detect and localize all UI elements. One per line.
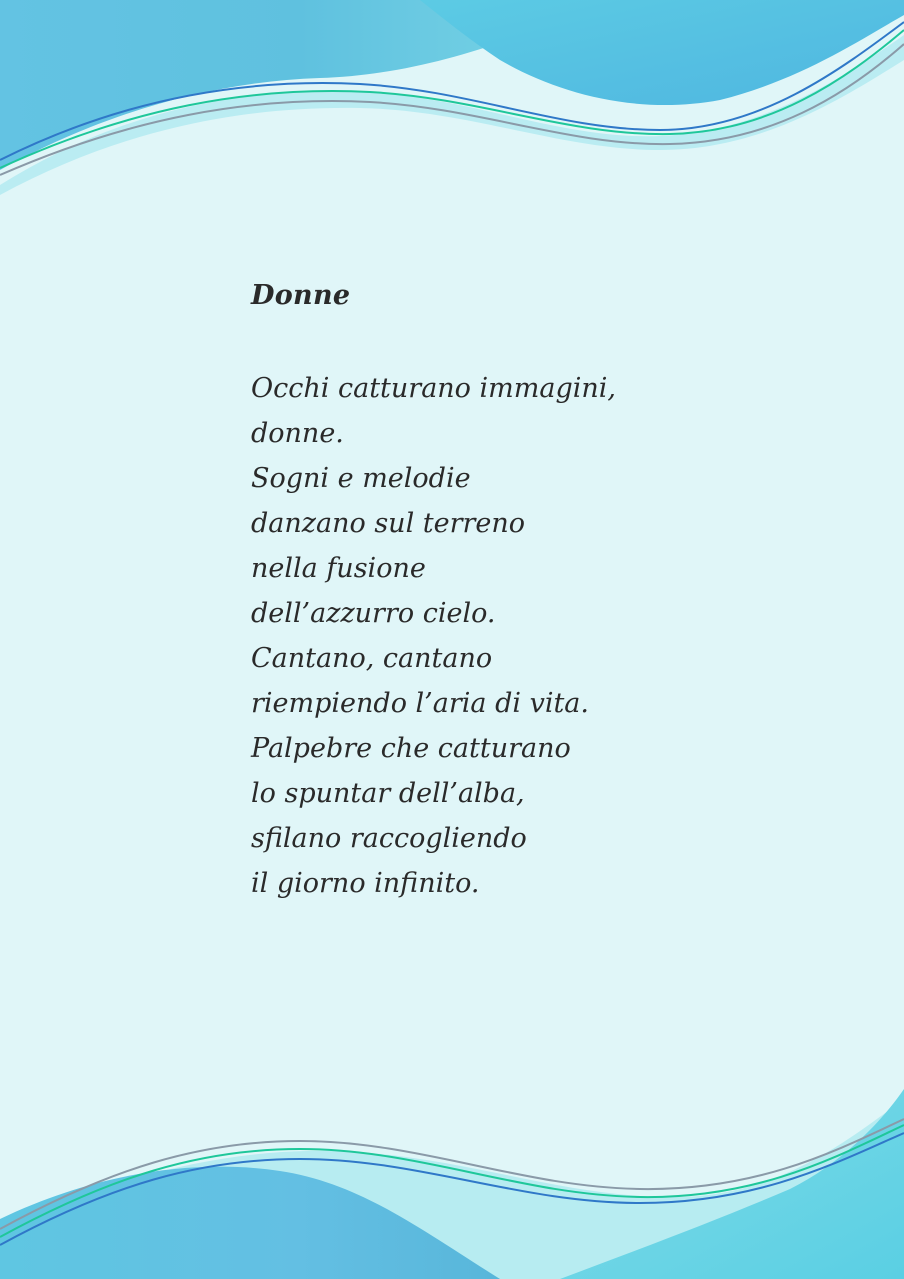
top-wave-line-green (0, 30, 904, 168)
poem-line: sfilano raccogliendo (251, 823, 527, 854)
bottom-wave-line-green (0, 1125, 904, 1237)
bottom-wave-decoration (0, 1079, 904, 1279)
top-wave-right-shape (420, 0, 904, 105)
poem-line: Sogni e melodie (251, 463, 471, 494)
poem-line: Palpebre che catturano (251, 733, 571, 764)
poem-line: riempiendo l’aria di vita. (251, 688, 589, 719)
poem-line: dell’azzurro cielo. (251, 598, 496, 629)
top-wave-line-blue (0, 22, 904, 160)
bottom-wave-light-shape (0, 1099, 904, 1279)
poem-line: il giorno infinito. (251, 868, 480, 899)
poem-line: Occhi catturano immagini, (251, 373, 616, 404)
top-wave-light-shape (0, 35, 904, 195)
poem-body (251, 366, 811, 906)
poem-line: lo spuntar dell’alba, (251, 778, 525, 809)
poem-line: donne. (251, 418, 344, 449)
poem (251, 278, 811, 906)
top-wave-line-grey (0, 44, 904, 175)
bottom-wave-main-shape (0, 1167, 500, 1279)
poem-line: danzano sul terreno (251, 508, 526, 539)
poem-line: nella fusione (251, 553, 426, 584)
bottom-wave-line-grey (0, 1119, 904, 1229)
bottom-wave-right-shape (560, 1089, 904, 1279)
bottom-wave-line-blue (0, 1133, 904, 1245)
poem-line: Cantano, cantano (251, 643, 493, 674)
poem-title: Donne (251, 280, 351, 311)
top-wave-decoration (0, 0, 904, 220)
top-wave-main-shape (0, 0, 600, 170)
